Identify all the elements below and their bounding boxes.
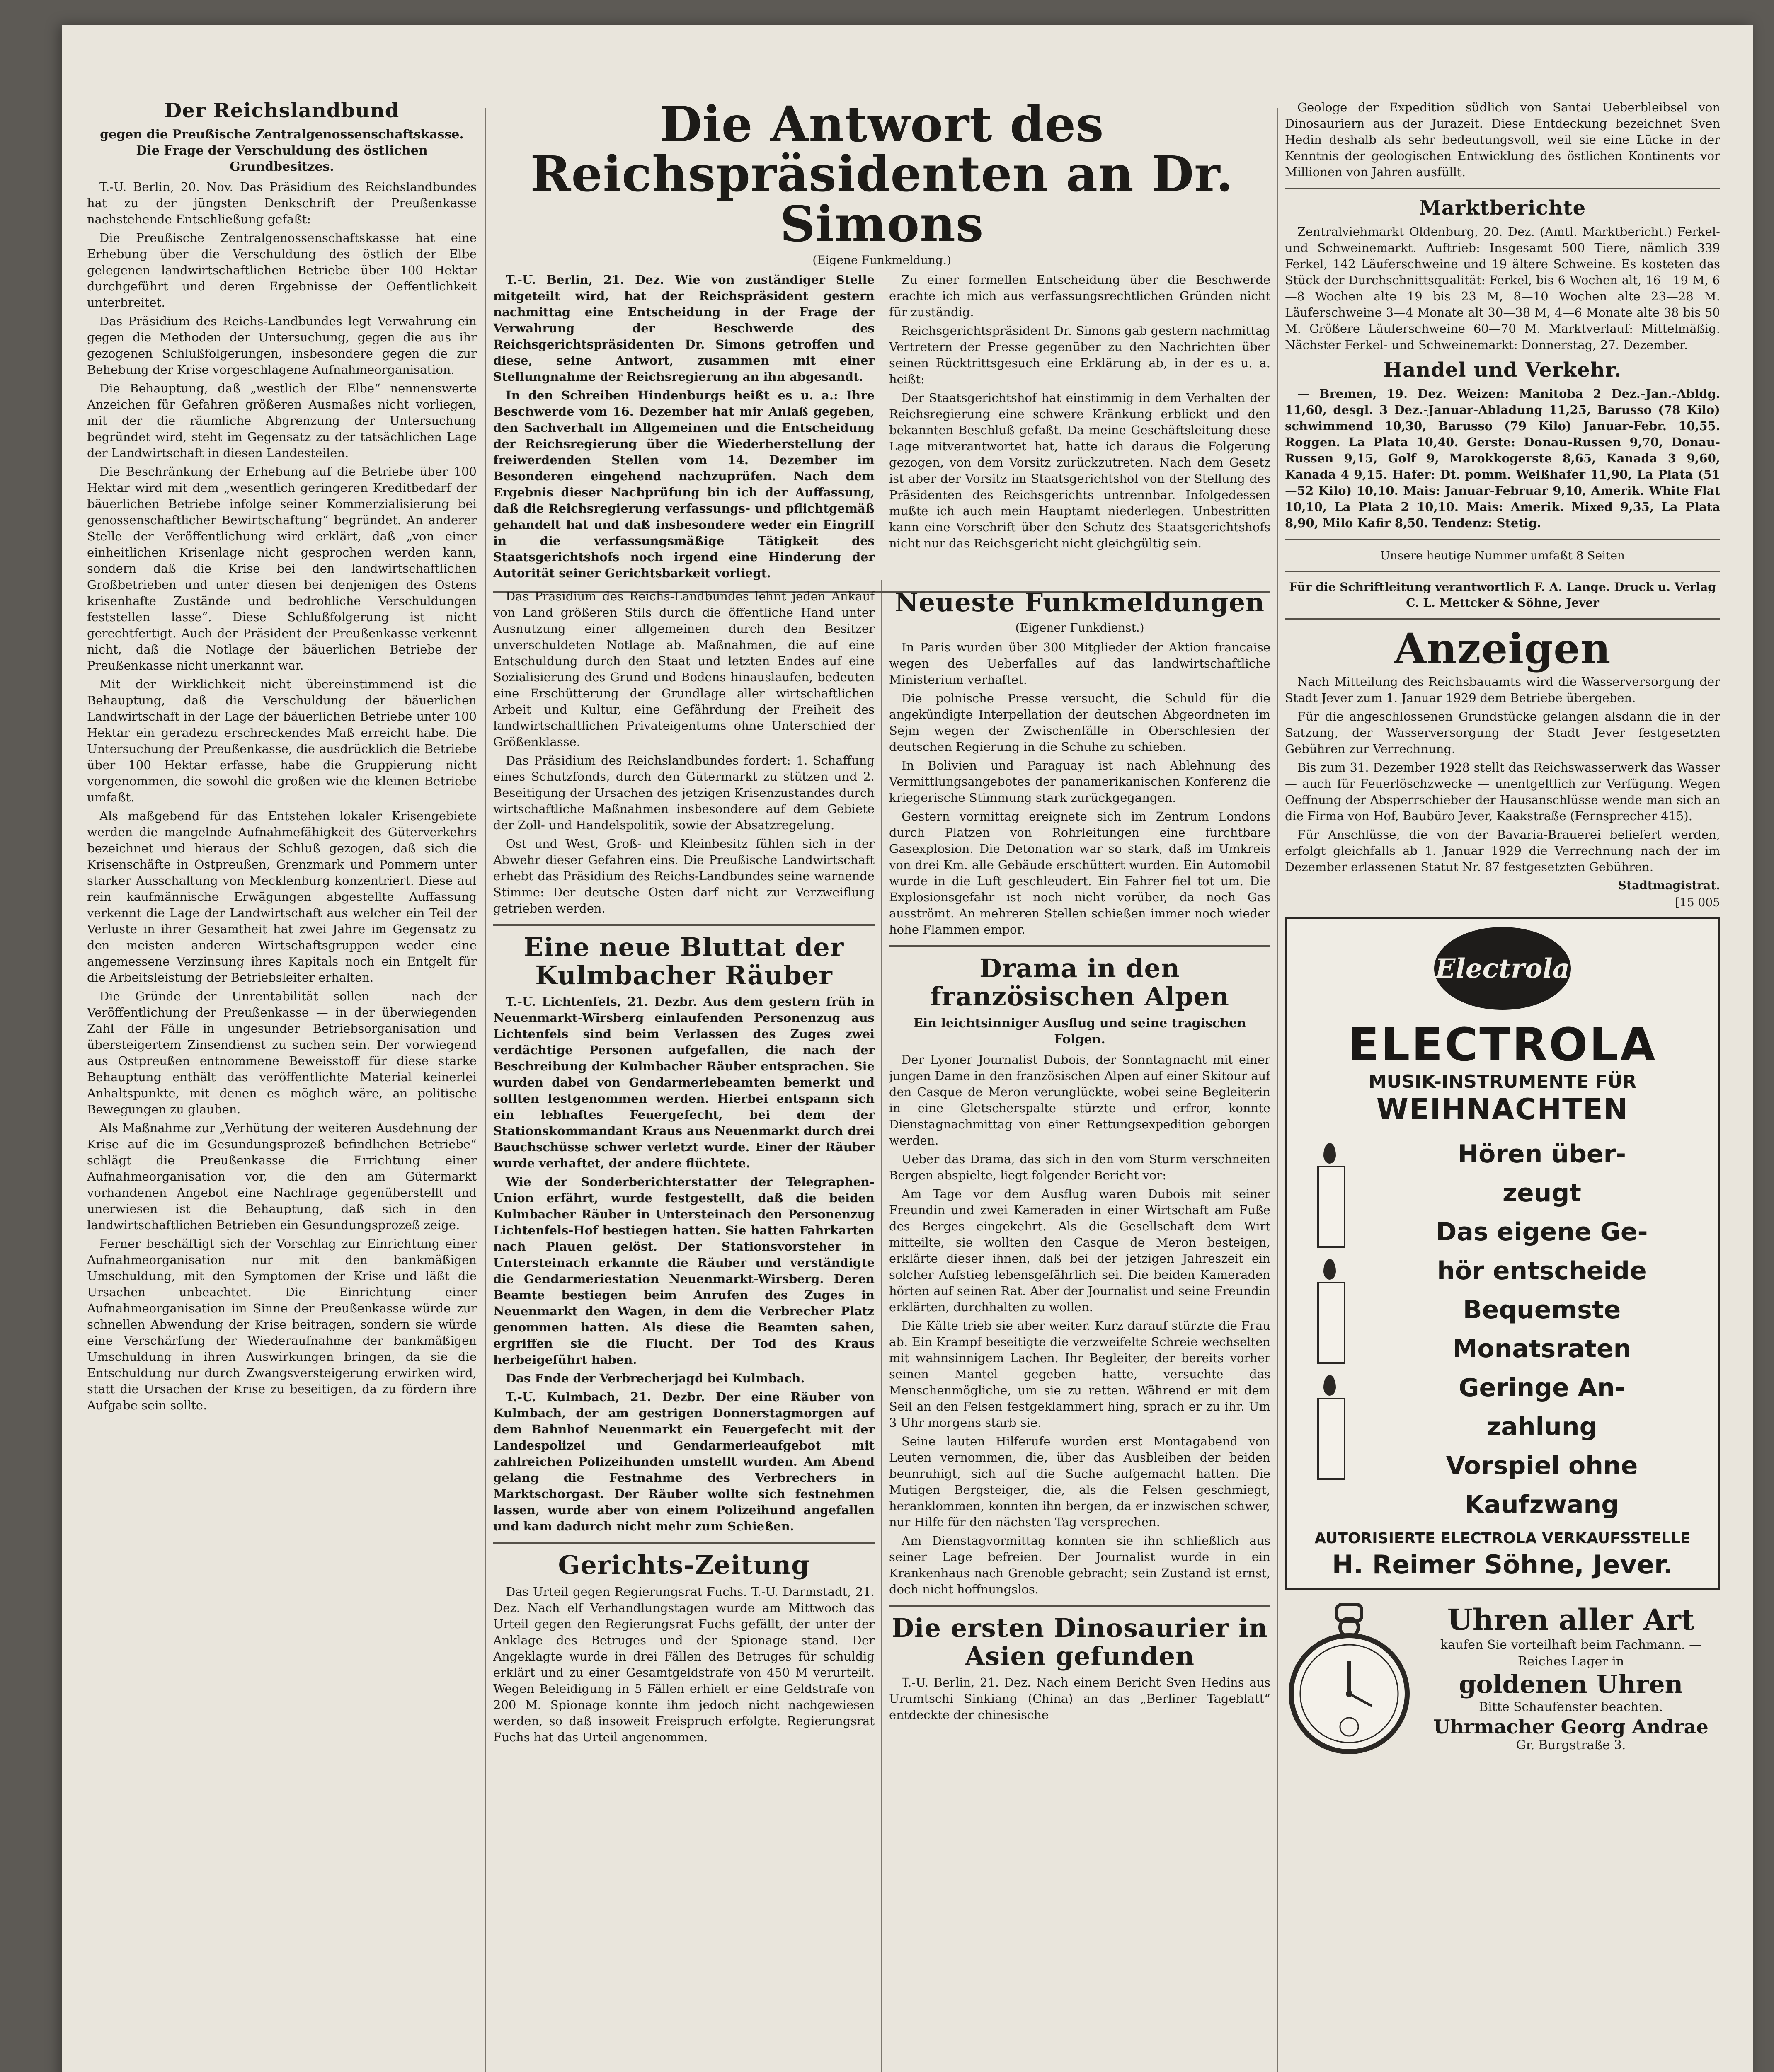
candles-illustration [1294,1135,1373,1524]
column-1 [87,99,477,2072]
column-4 [1285,99,1720,2072]
column-divider [1277,108,1278,2072]
column-3 [889,588,1270,2072]
lead-story-left [493,272,875,584]
paragraph: Gestern vormittag ereignete sich im Zentrum Londons durch Platzen von Rohrleitungen eine furchtbare Gasexplosion. Die Detonation war so stark, daß im Umkreis von drei Km. alle Gebäude erschüttert wurden. Ein Automobil wurde in die Luft geschleudert. Ein Fahrer fiel tot um. Die Explosionsgefahr ist noch nicht vorüber, da noch Gas ausströmt. An mehreren Stellen schießen immer noch wieder hohe Flammen empor. [889,809,1270,937]
paragraph: Der Lyoner Journalist Dubois, der Sonntagnacht mit einer jungen Dame in den französischen Alpen auf einer Skitour auf den Casque de Meron verunglückte, wobei seine Begleiterin in eine Gletscherspalte stürzte und erfror, konnte Dienstagnachmittag von einer Rettungsexpedition geborgen werden. [889,1052,1270,1147]
column-2 [493,588,875,2072]
electrola-slogan-line: Hören über- [1457,1140,1626,1169]
watch-ad-line: Bitte Schaufenster beachten. [1479,1700,1663,1715]
headline-handel-verkehr: Handel und Verkehr. [1383,358,1622,382]
paragraph: T.-U. Berlin, 20. Nov. Das Präsidium des Reichslandbundes hat zu der jüngsten Denkschrift der Preußenkasse nachstehende Entschließung gefaßt: [87,180,477,227]
pocket-watch-icon [1285,1602,1413,1760]
candle-icon [1317,1398,1345,1480]
source-note: (Eigener Funkdienst.) [1015,621,1144,635]
section-rule [493,1542,875,1544]
flame-icon [1323,1259,1336,1280]
watch-ad-highlight: goldenen Uhren [1459,1670,1683,1699]
paragraph: Als maßgebend für das Entstehen lokaler Krisengebiete werden die mangelnde Aufnahmefähigkeit des Güterverkehrs bezeichnet und hieraus der Schluß gezogen, daß sich die Krisenschäfte in Ostpreußen, Grenzmark und Pommern unter starker Ausschaltung von Mecklenburg konzentriert. Diese auf rein kaufmännische Erwägungen abgestellte Auffassung verkennt die Lage der Landwirtschaft aus welcher ein Teil der Verluste in ihrer Gesamtheit hat zwei Jahre im Gegensatz zu den meisten anderen Wirtschaftsgruppen weder eine angemessene Verzinsung ihres Kapitals noch ein Entgelt für die Arbeitsleistung der Betriebsleiter erhalten. [87,809,477,985]
article-handel-verkehr [1285,386,1720,531]
headline-gerichts-zeitung: Gerichts-Zeitung [558,1550,810,1581]
paragraph: Als Maßnahme zur „Verhütung der weiteren Ausdehnung der Krise auf die im Gesundungsprozeß befindlichen Betriebe“ schlägt die Preußenkasse die Errichtung einer Aufnahmeorganisation vor, die den am Gütermarkt vorhandenen Angebot eine Nachfrage gegenüberstellt und unerwiesen ist die Behauptung, daß sich in den landwirtschaftlichen Betrieben ein Gesundungsprozeß zeige. [87,1121,477,1232]
watch-ad-merchant: Uhrmacher Georg Andrae [1433,1716,1709,1738]
flame-icon [1323,1143,1336,1164]
paragraph: Das Präsidium des Reichs-Landbundes legt Verwahrung ein gegen die Methoden der Untersuchung, gegen die aus ihr gezogenen Schlußfolgerungen, insbesondere gegen die zur Behebung der Krise vorgeschlagene Aufnahmeorganisation. [87,314,477,377]
article-gerichts-zeitung [493,1584,875,1745]
watch-ad-title: Uhren aller Art [1447,1602,1695,1637]
paragraph: In Bolivien und Paraguay ist nach Ablehnung des Vermittlungsangebotes der panamerikanischen Konferenz die kriegerische Stimmung stark zurückgegangen. [889,758,1270,805]
electrola-slogan-line: Bequemste [1463,1295,1621,1325]
electrola-brand: ELECTROLA [1348,1018,1657,1072]
paragraph: Die Kälte trieb sie aber weiter. Kurz darauf stürzte die Frau ab. Ein Krampf beseitigte die verzweifelte Schreie wechselten mit wahnsinnigem Lachen. Ihr Begleiter, der bereits vorher seinen Mantel gegeben hatte, versuchte das Menschenmögliche, um sie zu retten. Während er mit dem Seil an den Felsen festgeklammert hing, sprach er zu ihr. Um 3 Uhr morgens starb sie. [889,1318,1270,1430]
paragraph: Für Anschlüsse, die von der Bavaria-Brauerei beliefert werden, erfolgt gleichfalls ab 1. Januar 1929 die Verrechnung nach der im Dezember erlassenen Statut Nr. 87 festgesetzten Gebühren. [1285,828,1720,874]
electrola-body [1373,1135,1711,1524]
electrola-slogan-line: hör entscheide [1437,1256,1647,1286]
paragraph: Nach Mitteilung des Reichsbauamts wird die Wasserversorgung der Stadt Jever zum 1. Januar 1929 dem Betriebe übergeben. [1285,675,1720,705]
watch-ad-line: kaufen Sie vorteilhaft beim Fachmann. — Reiches Lager in [1440,1638,1702,1669]
lead-story [493,95,1270,600]
headline-funkmeldungen: Neueste Funkmeldungen [894,588,1265,617]
electrola-dealer-name: H. Reimer Söhne, Jever. [1332,1549,1673,1580]
headline-dinosaurier: Die ersten Dinosaurier in Asien gefunden [892,1612,1268,1671]
electrola-dealer-label: AUTORISIERTE ELECTROLA VERKAUFSSTELLE [1314,1530,1691,1547]
paragraph: Am Dienstagvormittag konnten sie ihn schließlich aus seiner Lage befreien. Der Journalist wurde in ein Krankenhaus nach Grenoble gebracht; sein Zustand ist ernst, doch nicht hoffnungslos. [889,1533,1270,1596]
watch-advertisement [1285,1602,1720,1760]
paragraph: Der Staatsgerichtshof hat einstimmig in dem Verhalten der Reichsregierung eine schwere Kränkung erblickt und den bekannten Beschluß gefaßt. Da meine Geschäftsleitung diese Lage mitverantwortet hat, hatte ich daraus die Folgerung gezogen, von dem Vorsitz zurückzutreten. Nach dem Gesetz ist aber der Vorsitz im Staatsgerichtshof von der Stellung des Präsidenten des Reichsgerichts untrennbar. Infolgedessen mußte ich auch mein Hauptamt niederlegen. Unbestritten kann eine Vorschrift über den Schutz des Staatsgerichtshofs nicht nur das Reichsgericht nicht gleichgültig sein. [889,391,1270,551]
subhead-reichslandbund: gegen die Preußische Zentralgenossenschaftskasse. Die Frage der Verschuldung des östlichen Grundbesitzes. [100,127,464,174]
electrola-slogan-line: Vorspiel ohne [1446,1451,1638,1481]
paragraph: T.-U. Berlin, 21. Dez. Nach einem Bericht Sven Hedins aus Urumtschi Sinkiang (China) an das „Berliner Tageblatt“ entdeckte der chinesische [889,1675,1270,1722]
paragraph: In den Schreiben Hindenburgs heißt es u. a.: Ihre Beschwerde vom 16. Dezember hat mir Anlaß gegeben, den Sachverhalt im Allgemeinen und die Entscheidung der Reichsregierung über die Wiederherstellung der freiwerdenden Stellen vom 14. Dezember im Besonderen eingehend nachzuprüfen. Nach dem Ergebnis dieser Nachprüfung bin ich der Auffassung, daß die Reichsregierung verfassungs- und pflichtgemäß gehandelt hat und daß insbesondere weder ein Eingriff in die verfassungsmäßige Tätigkeit des Staatsgerichtshofs noch irgend eine Hinderung der Autorität seiner Gerichtsbarkeit vorliegt. [493,388,875,581]
electrola-advertisement [1285,917,1720,1590]
paragraph: T.-U. Lichtenfels, 21. Dezbr. Aus dem gestern früh in Neuenmarkt-Wirsberg einlaufenden Personenzug aus Lichtenfels sind beim Verlassen des Zuges zwei verdächtige Personen aufgefallen, die nach der Beschreibung der Kulmbacher Räuber entsprachen. Sie wurden dabei von Gendarmeriebeamten bemerkt und sollten festgenommen werden. Hierbei entspann sich ein lebhaftes Feuergefecht, bei dem der Stationskommandant Kraus aus Neuenmarkt durch drei Bauchschüsse schwer verletzt wurde. Einer der Räuber wurde verhaftet, der andere flüchtete. [493,995,875,1171]
paragraph: Zentralviehmarkt Oldenburg, 20. Dez. (Amtl. Marktbericht.) Ferkel- und Schweinemarkt. Auftrieb: Insgesamt 500 Tiere, nämlich 339 Ferkel, 142 Läuferschweine und 19 ältere Schweine. Es kosteten das Stück der Durchschnittsqualität: Ferkel, bis 6 Wochen alt, 16—19 M, 6—8 Wochen alte 19 bis 23 M, 8—10 Wochen alte 23—28 M. Läuferschweine 3—4 Monate alt 30—38 M, 4—6 Monate alte 38 bis 50 M. Größere Läuferschweine 60—70 M. Marktverlauf: Mittelmäßig. Nächster Ferkel- und Schweinemarkt: Donnerstag, 27. Dezember. [1285,225,1720,352]
electrola-logo: Electrola [1434,927,1571,1010]
paragraph: In Paris wurden über 300 Mitglieder der Aktion francaise wegen des Ueberfalles auf das landwirtschaftliche Ministerium verhaftet. [889,640,1270,687]
article-drama-alpen [889,1052,1270,1598]
paragraph: Bis zum 31. Dezember 1928 stellt das Reichswasserwerk das Wasser — auch für Feuerlöschzwecke — unentgeltlich zur Verfügung. Wegen Oeffnung der Absperrschieber der Hausanschlüsse wende man sich an die Firma von Hof, Baubüro Jever, Kaakstraße (Fernsprecher 415). [1285,760,1720,823]
paragraph: Ost und West, Groß- und Kleinbesitz fühlen sich in der Abwehr dieser Gefahren eins. Die Preußische Landwirtschaft erhebt das Präsidium des Reichs-Landbundes seine warnende Stimme: Der deutsche Osten darf nicht zur Verzweiflung getrieben werden. [493,837,875,915]
section-rule [1285,539,1720,540]
section-rule [889,1605,1270,1607]
paragraph: Die Preußische Zentralgenossenschaftskasse hat eine Erhebung über die Verschuldung des östlich der Elbe gelegenen landwirtschaftlichen Betriebe über 100 Hektar durchgeführt und deren Ergebnisse der Oeffentlichkeit unterbreitet. [87,231,477,310]
paragraph: Zu einer formellen Entscheidung über die Beschwerde erachte ich mich aus verfassungsrechtlichen Gründen nicht für zuständig. [889,273,1270,320]
paragraph: Ueber das Drama, das sich in den vom Sturm verschneiten Bergen abspielte, liegt folgender Bericht vor: [889,1152,1270,1182]
notice-signature: Stadtmagistrat. [1618,879,1720,893]
electrola-slogan-line: Monatsraten [1452,1334,1631,1364]
paragraph: Das Präsidium des Reichslandbundes fordert: 1. Schaffung eines Schutzfonds, durch den Gütermarkt zu stützen und 2. Beseitigung der Ursachen des jetzigen Krisenzustandes durch wirtschaftliche Maßnahmen insbesondere auf dem Gebiete der Zoll- und Handelspolitik, sowie der Absatzregelung. [493,753,875,832]
subhead-drama-alpen: Ein leichtsinniger Ausflug und seine tragischen Folgen. [913,1016,1246,1047]
notice-wasserversorgung [1285,674,1720,875]
paragraph: Am Tage vor dem Ausflug waren Dubois mit seiner Freundin und zwei Kameraden in einer Wirtschaft am Fuße des Berges eingekehrt. Als die Gesellschaft dem Wirt mitteilte, sie wollten den Casque de Meron besteigen, erklärte dieser ihnen, daß bei der jetzigen Jahreszeit ein solcher Aufstieg lebensgefährlich sei. Die beiden Kameraden hörten auf seinen Rat. Aber der Journalist und seine Freundin erklärten, durchhalten zu wollen. [889,1186,1270,1314]
headline-bluttat: Eine neue Bluttat der Kulmbacher Räuber [523,932,844,991]
electrola-tagline-2: WEIHNACHTEN [1376,1092,1629,1127]
article-bluttat [493,994,875,1535]
paragraph: T.-U. Kulmbach, 21. Dezbr. Der eine Räuber von Kulmbach, der am gestrigen Donnerstagmorgen auf dem Bahnhof Neuenmarkt ein Feuergefecht mit der Landespolizei und Gendarmerieaufgebot mit zahlreichen Polizeihunden umstellt wurden. Am Abend gelang die Festnahme des Verbrechers in Marktschorgast. Der Räuber wollte sich festnehmen lassen, wurde aber von einem Polizeihund angefallen und kam dadurch nicht mehr zum Schießen. [493,1390,875,1534]
headline-drama-alpen: Drama in den französischen Alpen [930,953,1229,1012]
headline-anzeigen: Anzeigen [1394,624,1611,673]
article-marktberichte [1285,224,1720,353]
candle-icon [1317,1166,1345,1248]
electrola-slogan-line: zahlung [1486,1412,1597,1442]
imprint: Für die Schriftleitung verantwortlich F. A. Lange. Druck u. Verlag C. L. Mettcker & Söhne, Jever [1289,580,1716,610]
headline-marktberichte: Marktberichte [1419,196,1586,220]
electrola-slogan-line: Kaufzwang [1464,1490,1619,1520]
paragraph: Die Behauptung, daß „westlich der Elbe“ nennenswerte Anzeichen für Gefahren größeren Ausmaßes nicht vorliegen, mit der die räumliche Abgrenzung der Untersuchung begründet wird, steht im Gegensatz zu der tatsächlichen Lage der Landwirtschaft in diesen Landesteilen. [87,381,477,460]
section-rule [1285,571,1720,572]
column-divider [485,108,486,2072]
paragraph: Das Präsidium des Reichs-Landbundes lehnt jeden Ankauf von Land größeren Stils durch die öffentliche Hand unter Ausnutzung einer allgemeinen durch den Besitzer unverschuldeten Notlage ab. Maßnahmen, die auf eine Entschuldung durch den Staat und letzten Endes auf eine Sozialisierung des Grund und Bodens hinauslaufen, bedeuten eine Erschütterung der Grundlage aller wirtschaftlichen Arbeit und Kultur, eine Gefährdung der Freiheit des landwirtschaftlichen Privateigentums ohne Unterschied der Größenklasse. [493,589,875,749]
flame-icon [1323,1375,1336,1396]
paragraph: Mit der Wirklichkeit nicht übereinstimmend ist die Behauptung, daß die Verschuldung der bäuerlichen Landwirtschaft in der Lage der bäuerlichen Betriebe unter 100 Hektar ein geradezu erschreckendes Maß erreicht habe. Die Untersuchung der Preußenkasse, die ausdrücklich die Betriebe über 100 Hektar erfasse, habe die Gruppierung nicht vorgenommen, die sowohl die großen wie die kleinen Betriebe umfaßt. [87,677,477,805]
paragraph: Ferner beschäftigt sich der Vorschlag zur Einrichtung einer Aufnahmeorganisation nur mit den bankmäßigen Umschuldung, mit den Symptomen der Krise und läßt die Ursachen unbeachtet. Die Einrichtung einer Aufnahmeorganisation im Sinne der Preußenkasse würde zur schnellen Abwendung der Krise beitragen, sondern sie würde eine Verschärfung der Wiederaufnahme der bankmäßigen Umschuldung in ihren Auswirkungen bringen, da sie die Entschuldung nur durch Zwangsversteigerung erwirken wird, statt die Ursachen der Krise zu beseitigen, da zu fördern ihre Aufgabe sein sollte. [87,1237,477,1413]
electrola-slogan-line: Geringe An- [1459,1373,1625,1403]
paragraph: Die Beschränkung der Erhebung auf die Betriebe über 100 Hektar wird mit dem „wesentlich geringeren Kreditbedarf der bäuerlichen Betriebe infolge seiner Kommerzialisierung bei genossenschaftlicher Bewirtschaftung“ begründet. An anderer Stelle der Veröffentlichung wird erklärt, daß „von einer einheitlichen Krisenlage nicht gesprochen werden kann, sondern daß die Krise bei den landwirtschaftlichen Großbetrieben und unter diesen bei denjenigen des Ostens krisenhafte Zustände und bedrohliche Verschuldungen feststellen lasse“. Diese Schlußfolgerung ist nicht gerechtfertigt. Auch der Präsident der Preußenkasse verkennt nicht, daß die Notlage der bäuerlichen Betriebe der Preußenkasse nicht unerkannt war. [87,465,477,673]
dinosaurier-continuation: Geologe der Expedition südlich von Santai Ueberbleibsel von Dinosauriern aus der Jurazeit. Diese Entdeckung bezeichnet Sven Hedin deshalb als sehr bedeutungsvoll, weil sie eine Lücke in der Kenntnis der geologischen Entwicklung des östlichen Kontinents vor Millionen von Jahren ausfüllt. [1285,100,1720,179]
paragraph: Die Gründe der Unrentabilität sollen — nach der Veröffentlichung der Preußenkasse — in der überwiegenden Zahl der Fälle in ungesunder Betriebsorganisation und übersteigertem Zinsendienst zu suchen sein. Der vorwiegend aus Ostpreußen entnommene Beweisstoff für diese starke Behauptung enthält das veröffentlichte Material keinerlei Anhaltspunkte, mit denen es möglich wäre, an politische Bewegungen zu glauben. [87,989,477,1117]
section-rule [493,924,875,926]
electrola-tagline: MUSIK-INSTRUMENTE FÜR [1368,1071,1637,1093]
article-reichslandbund [87,179,477,1414]
electrola-slogan-line: zeugt [1503,1179,1581,1208]
watch-ad-address: Gr. Burgstraße 3. [1516,1738,1626,1753]
paragraph: Das Ende der Verbrecherjagd bei Kulmbach. [506,1371,805,1386]
article-dinosaurier [889,1675,1270,1723]
paragraph: Das Urteil gegen Regierungsrat Fuchs. T.-U. Darmstadt, 21. Dez. Nach elf Verhandlungstagen wurde am Mittwoch das Urteil gegen den Regierungsrat Fuchs gefällt, der unter der Anklage des Betruges und der Spionage stand. Der Angeklagte wurde in drei Fällen des Betruges für schuldig erklärt und zu einer Gesamtgeldstrafe von 450 M verurteilt. Wegen Beleidigung in 5 Fällen erhielt er eine Geldstrafe von 200 M. Spionage konnte ihm jedoch nicht nachgewiesen werden, so daß insoweit Freispruch erfolgte. Regierungsrat Fuchs hat das Urteil angenommen. [493,1584,875,1744]
paragraph: T.-U. Berlin, 21. Dez. Wie von zuständiger Stelle mitgeteilt wird, hat der Reichspräsident gestern nachmittag eine Entscheidung in der Frage der Verwahrung der Beschwerde des Reichsgerichtspräsidenten Dr. Simons getroffen und diese, seine Antwort, zusammen mit einer Stellungnahme der Reichsregierung an ihn abgesandt. [493,273,875,384]
column-divider [881,580,882,2072]
lead-story-right [889,272,1270,584]
paragraph: Seine lauten Hilferufe wurden erst Montagabend von Leuten vernommen, die, über das Ausbleiben der beiden beunruhigt, sich auf die Suche aufgemacht hatten. Die Mutigen Bergsteiger, die, als die Felsen geschmiegt, heranklommen, konnten ihn bergen, da er inzwischen schwer, nur Hilfe für den nächsten Tag versprechen. [889,1434,1270,1529]
paragraph: Wie der Sonderberichterstatter der Telegraphen-Union erfährt, wurde festgestellt, daß die beiden Kulmbacher Räuber in Untersteinach den Personenzug Lichtenfels-Hof bestiegen hatten. Sie hatten Fahrkarten nach Plauen gelöst. Der Stationsvorsteher in Untersteinach erkannte die Räuber und verständigte die Gendarmeriestation Neuenmarkt-Wirsberg. Deren Beamte bestiegen beim Anrufen des Zuges in Neuenmarkt den Wagen, in dem die Verbrecher Platz genommen hatten. Als diese die Beamten sahen, ergriffen sie die Flucht. Der Tod des Kraus herbeigeführt haben. [493,1175,875,1367]
notice-reference: [15 005 [1675,896,1720,910]
source-note: (Eigene Funkmeldung.) [812,253,951,267]
paragraph: Reichsgerichtspräsident Dr. Simons gab gestern nachmittag Vertretern der Presse gegenüber zu den Nachrichten über seinen Rücktrittsgesuch eine Erklärung ab, in der es u. a. heißt: [889,324,1270,387]
section-rule [1285,188,1720,189]
section-rule [889,945,1270,947]
article-continuation [493,588,875,917]
page-count-notice: Unsere heutige Nummer umfaßt 8 Seiten [1380,549,1625,563]
paragraph: Die polnische Presse versucht, die Schuld für die angekündigte Interpellation der deutschen Abgeordneten im Sejm wegen der Zwischenfälle in Oberschlesien der deutschen Regierung in die Schuhe zu schieben. [889,691,1270,754]
newspaper-page [62,25,1753,2072]
paragraph: — Bremen, 19. Dez. Weizen: Manitoba 2 Dez.-Jan.-Abldg. 11,60, desgl. 3 Dez.-Januar-Abladung 11,25, Barusso (78 Kilo) schwimmend 10,30, Barusso (79 Kilo) Januar-Febr. 10,55. Roggen. La Plata 10,40. Gerste: Donau-Russen 9,70, Donau-Russen 9,15, Golf 9, Marokkogerste 8,65, Kanada 3 9,60, Kanada 4 9,15. Hafer: Dt. pomm. Weißhafer 11,90, La Plata (51—52 Kilo) 10,10. Mais: Januar-Februar 9,10, Amerik. White Flat 10,10, La Plata 2 10,10. Mais: Amerik. Mixed 9,35, La Plata 8,90, Milo Kafir 8,50. Tendenz: Stetig. [1285,387,1720,530]
headline-reichspraesident: Die Antwort des Reichspräsidenten an Dr. Simons [530,95,1234,253]
section-rule [1285,618,1720,620]
electrola-slogan-line: Das eigene Ge- [1436,1218,1648,1247]
headline-reichslandbund: Der Reichslandbund [164,99,400,122]
candle-icon [1317,1282,1345,1364]
paragraph: Für die angeschlossenen Grundstücke gelangen alsdann die in der Satzung, der Wasserversorgung der Stadt Jever festgesetzten Gebühren zur Verrechnung. [1285,709,1720,756]
article-funkmeldungen [889,639,1270,938]
